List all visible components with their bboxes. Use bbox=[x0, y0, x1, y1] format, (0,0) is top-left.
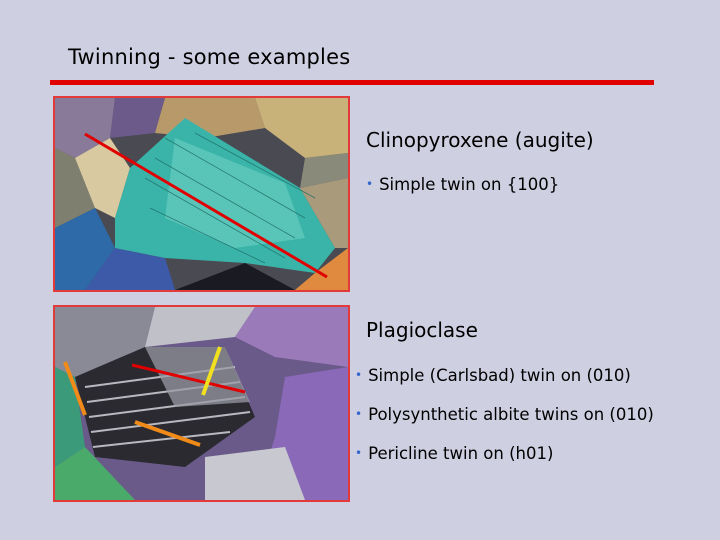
bullet-text: Polysynthetic albite twins on (010) bbox=[368, 405, 654, 424]
bullet-text: Pericline twin on (h01) bbox=[368, 444, 554, 463]
bullet-text: Simple twin on {100} bbox=[379, 175, 560, 194]
section-heading-plagioclase: Plagioclase bbox=[366, 318, 478, 342]
plagioclase-thin-section-image bbox=[53, 305, 350, 502]
bullet-text: Simple (Carlsbad) twin on (010) bbox=[368, 366, 631, 385]
title-underline bbox=[50, 80, 654, 85]
bullet-item bbox=[355, 405, 654, 424]
section-heading-augite: Clinopyroxene (augite) bbox=[366, 128, 594, 152]
augite-thin-section-image bbox=[53, 96, 350, 292]
bullet-icon: • bbox=[366, 177, 374, 191]
slide-title: Twinning - some examples bbox=[68, 45, 351, 69]
bullet-icon: • bbox=[355, 446, 363, 460]
bullet-icon: • bbox=[355, 368, 363, 382]
bullet-item bbox=[355, 366, 631, 385]
bullet-item bbox=[366, 175, 559, 194]
bullet-icon: • bbox=[355, 407, 363, 421]
bullet-item bbox=[355, 444, 553, 463]
